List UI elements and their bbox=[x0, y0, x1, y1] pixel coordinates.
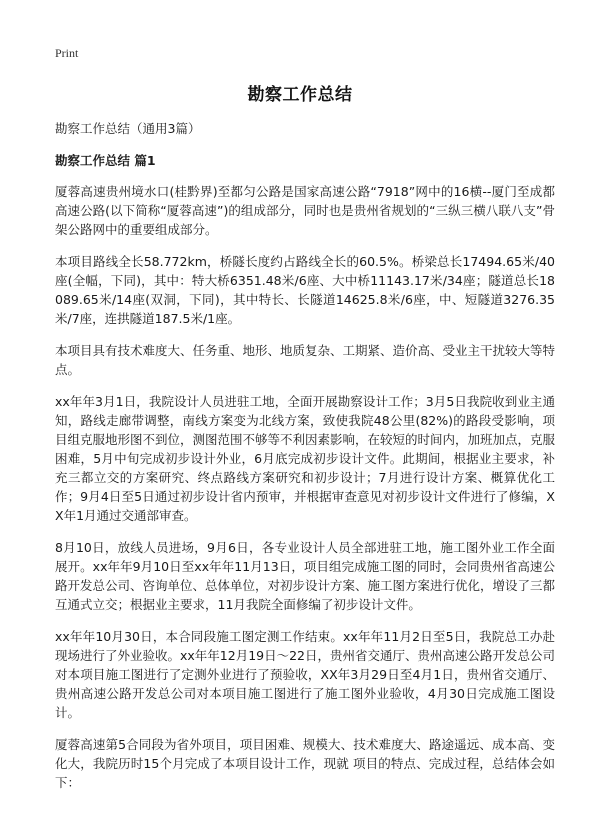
document-body bbox=[55, 120, 555, 805]
paragraph-project-overview: 厦蓉高速贵州境水口(桂黔界)至都匀公路是国家高速公路“7918”网中的16横--厦门至成都高速公路(以下简称“厦蓉高速”)的组成部分，同时也是贵州省规划的“三纵三横八联八支”骨架公路网中的重要组成部分。 bbox=[55, 184, 555, 237]
document-title: 勘察工作总结 bbox=[247, 85, 353, 105]
paragraph-construction-drawing: 8月10日，放线人员进场，9月6日，各专业设计人员全部进驻工地，施工图外业工作全面展开。xx年年9月10日至xx年年11月13日，项目组完成施工图的同时，会同贵州省高速公路开发总公司、咨询单位、总体单位，对初步设计方案、施工图方案进行优化，增设了三都互通式立交；根据业主要求，11月我院全面修编了初步设计文件。 bbox=[55, 540, 556, 612]
paragraph-preliminary-design: xx年年3月1日，我院设计人员进驻工地，全面开展勘察设计工作；3月5日我院收到业主通知，路线走廊带调整，南线方案变为北线方案，致使我院48公里(82%)的路段受影响，项目组克服地形图不到位，测图范围不够等不利因素影响，在较短的时间内，加班加点，克服困难，5月中旬完成初步设计外业，6月底完成初步设计文件。此期间，根据业主要求，补充三都立交的方案研究、终点路线方案研究和初步设计；7月进行设计方案、概算优化工作；9月4日至5日通过初步设计省内预审，并根据审查意见对初步设计文件进行了修编，XX年1月通过交通部审查。 bbox=[55, 394, 556, 523]
paragraph-route-statistics: 本项目路线全长58.772km，桥隧长度约占路线全长的60.5%。桥梁总长17494.65米/40座(全幅，下同)，其中：特大桥6351.48米/6座、大中桥11143.17米/34座；隧道总长18089.65米/14座(双洞，下同)，其中特长、长隧道14625.8米/6座，中、短隧道3276.35米/7座，连拱隧道187.5米/1座。 bbox=[55, 254, 555, 326]
paragraph-project-features: 本项目具有技术难度大、任务重、地形、地质复杂、工期紧、造价高、受业主干扰较大等特点。 bbox=[55, 343, 556, 377]
section-heading: 勘察工作总结 篇1 bbox=[55, 153, 156, 168]
paragraph-summary-intro: 厦蓉高速第5合同段为省外项目，项目困难、规模大、技术难度大、路途遥远、成本高、变化大，我院历时15个月完成了本项目设计工作，现就 项目的特点、完成过程，总结体会如下： bbox=[55, 737, 555, 790]
paragraph-acceptance: xx年年10月30日，本合同段施工图定测工作结束。xx年年11月2日至5日，我院总工办赴现场进行了外业验收。xx年年12月19日～22日，贵州省交通厅、贵州高速公路开发总公司对本项目施工图进行了定测外业进行了预验收，XX年3月29日至4月1日，贵州省交通厅、贵州高速公路开发总公司对本项目施工图进行了施工图外业验收，4月30日完成施工图设计。 bbox=[55, 629, 556, 720]
document-subtitle: 勘察工作总结（通用3篇） bbox=[55, 121, 201, 136]
print-label: Print bbox=[55, 46, 79, 60]
